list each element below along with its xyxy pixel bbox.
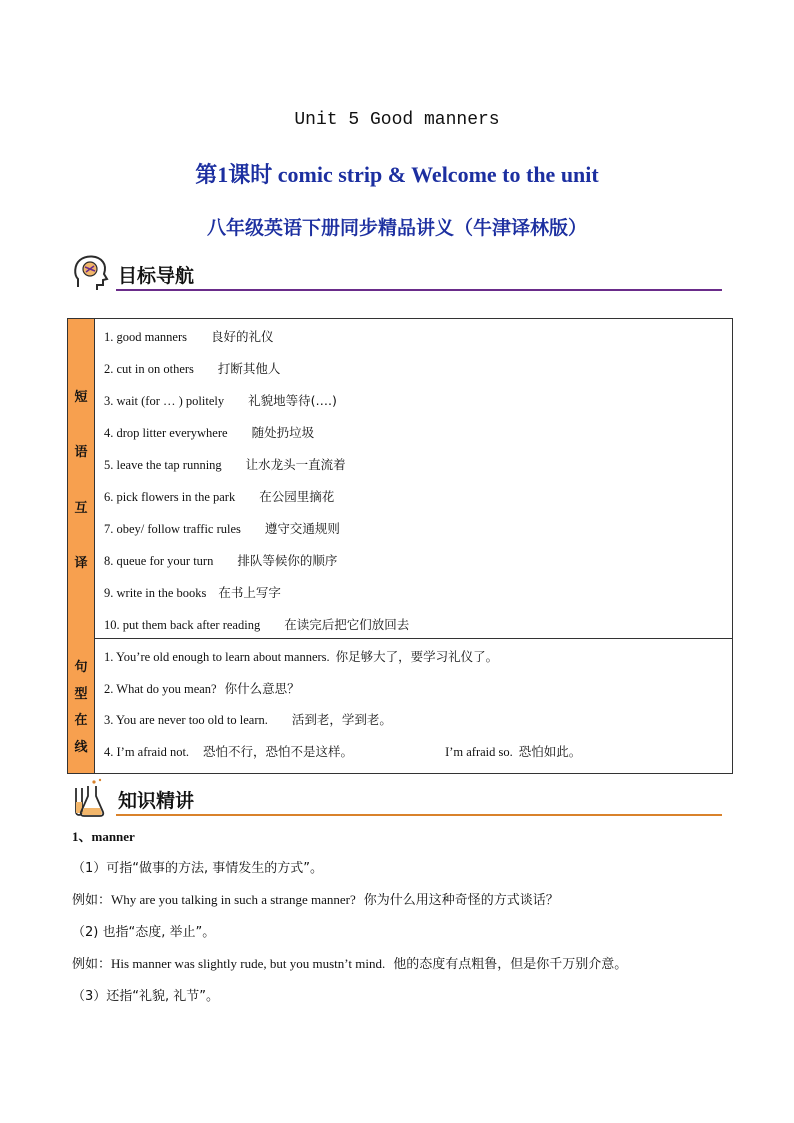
sentence-en: 4. I’m afraid not. [104, 744, 190, 759]
phrase-zh: 良好的礼仪 [210, 329, 274, 344]
knowledge-example [72, 889, 559, 908]
category-char: 线 [74, 740, 88, 756]
head-brain-icon [72, 253, 110, 293]
example-zh: 他的态度有点粗鲁，但是你千万别介意。 [393, 957, 628, 972]
phrase-row [104, 481, 732, 513]
sentence-row [104, 673, 732, 705]
section-rule [116, 814, 722, 816]
knowledge-text: （2) 也指“态度, 举止”。 [72, 925, 216, 940]
category-char: 互 [74, 500, 88, 516]
phrase-en: 5. leave the tap running [104, 458, 222, 472]
phrase-list [104, 321, 732, 641]
sub-title: 八年级英语下册同步精品讲义（牛津译林版） [206, 218, 587, 239]
lab-flask-icon [72, 778, 110, 818]
section-head-goals [72, 253, 722, 293]
sentence-list [104, 641, 732, 767]
sentence-zh: 恐怕如此。 [518, 743, 582, 759]
category-sentences [68, 638, 95, 773]
lesson-title: 第1课时 comic strip & Welcome to the unit [195, 162, 599, 187]
sentence-zh: 你什么意思？ [224, 680, 300, 696]
category-char: 型 [74, 686, 88, 702]
phrase-zh: 遵守交通规则 [264, 521, 340, 536]
phrase-en: 9. write in the books [104, 586, 207, 600]
knowledge-text: （3）还指“礼貌, 礼节”。 [72, 989, 220, 1004]
phrase-en: 8. queue for your turn [104, 554, 214, 568]
phrase-row [104, 545, 732, 577]
phrase-en: 7. obey/ follow traffic rules [104, 522, 241, 536]
example-prefix: 例如： [72, 893, 112, 908]
phrase-zh: 排队等候你的顺序 [237, 553, 338, 568]
phrase-zh: 礼貌地等待(….) [248, 393, 337, 408]
phrase-zh: 随处扔垃圾 [251, 425, 315, 440]
phrase-en: 2. cut in on others [104, 362, 194, 376]
goals-table [67, 318, 733, 774]
knowledge-example [72, 953, 627, 972]
knowledge-heading: 1、manner [72, 829, 135, 844]
category-char: 译 [74, 556, 88, 572]
category-char: 短 [74, 389, 88, 405]
phrase-row [104, 577, 732, 609]
phrase-en: 4. drop litter everywhere [104, 426, 228, 440]
phrase-row [104, 385, 732, 417]
sentence-row [104, 704, 732, 736]
phrase-zh: 打断其他人 [217, 361, 281, 376]
sentence-en: 1. You’re old enough to learn about manners. [104, 650, 330, 664]
category-char: 语 [74, 445, 88, 461]
phrase-en: 6. pick flowers in the park [104, 490, 236, 504]
category-char: 句 [74, 659, 88, 675]
knowledge-text: （1）可指“做事的方法, 事情发生的方式”。 [72, 861, 324, 876]
sentence-en: I’m afraid so. [445, 744, 513, 759]
phrase-en: 10. put them back after reading [104, 618, 261, 632]
phrase-row [104, 353, 732, 385]
phrase-row [104, 513, 732, 545]
phrase-zh: 在读完后把它们放回去 [284, 617, 410, 632]
phrase-row [104, 417, 732, 449]
example-prefix: 例如： [72, 957, 112, 972]
section-rule [116, 289, 722, 291]
example-en: Why are you talking in such a strange manner? [111, 892, 356, 907]
sentence-en: 3. You are never too old to learn. [104, 713, 268, 727]
phrase-zh: 在书上写字 [218, 585, 281, 600]
section-label-goals: 目标导航 [118, 265, 195, 287]
sentence-row [104, 736, 732, 768]
unit-title: Unit 5 Good manners [294, 110, 500, 130]
category-char: 在 [74, 713, 88, 729]
sentence-en: 2. What do you mean? [104, 681, 217, 696]
phrase-zh: 在公园里摘花 [259, 489, 335, 504]
phrase-en: 3. wait (for … ) politely [104, 394, 225, 408]
example-zh: 你为什么用这种奇怪的方式谈话？ [363, 893, 559, 908]
sentence-zh: 活到老，学到老。 [291, 712, 392, 727]
sentence-zh: 恐怕不行，恐怕不是这样。 [203, 743, 354, 759]
phrase-en: 1. good manners [104, 330, 187, 344]
category-phrases [68, 319, 95, 638]
knowledge-paragraph [72, 857, 323, 876]
sentence-zh: 你足够大了，要学习礼仪了。 [335, 649, 499, 664]
phrase-row [104, 609, 732, 641]
section-head-knowledge [72, 778, 722, 818]
knowledge-paragraph [72, 985, 219, 1004]
phrase-zh: 让水龙头一直流着 [245, 457, 346, 472]
example-en: His manner was slightly rude, but you mustn’t mind. [111, 956, 386, 971]
section-label-knowledge: 知识精讲 [118, 790, 195, 812]
knowledge-paragraph [72, 921, 215, 940]
phrase-row [104, 449, 732, 481]
sentence-row [104, 641, 732, 673]
phrase-row [104, 321, 732, 353]
